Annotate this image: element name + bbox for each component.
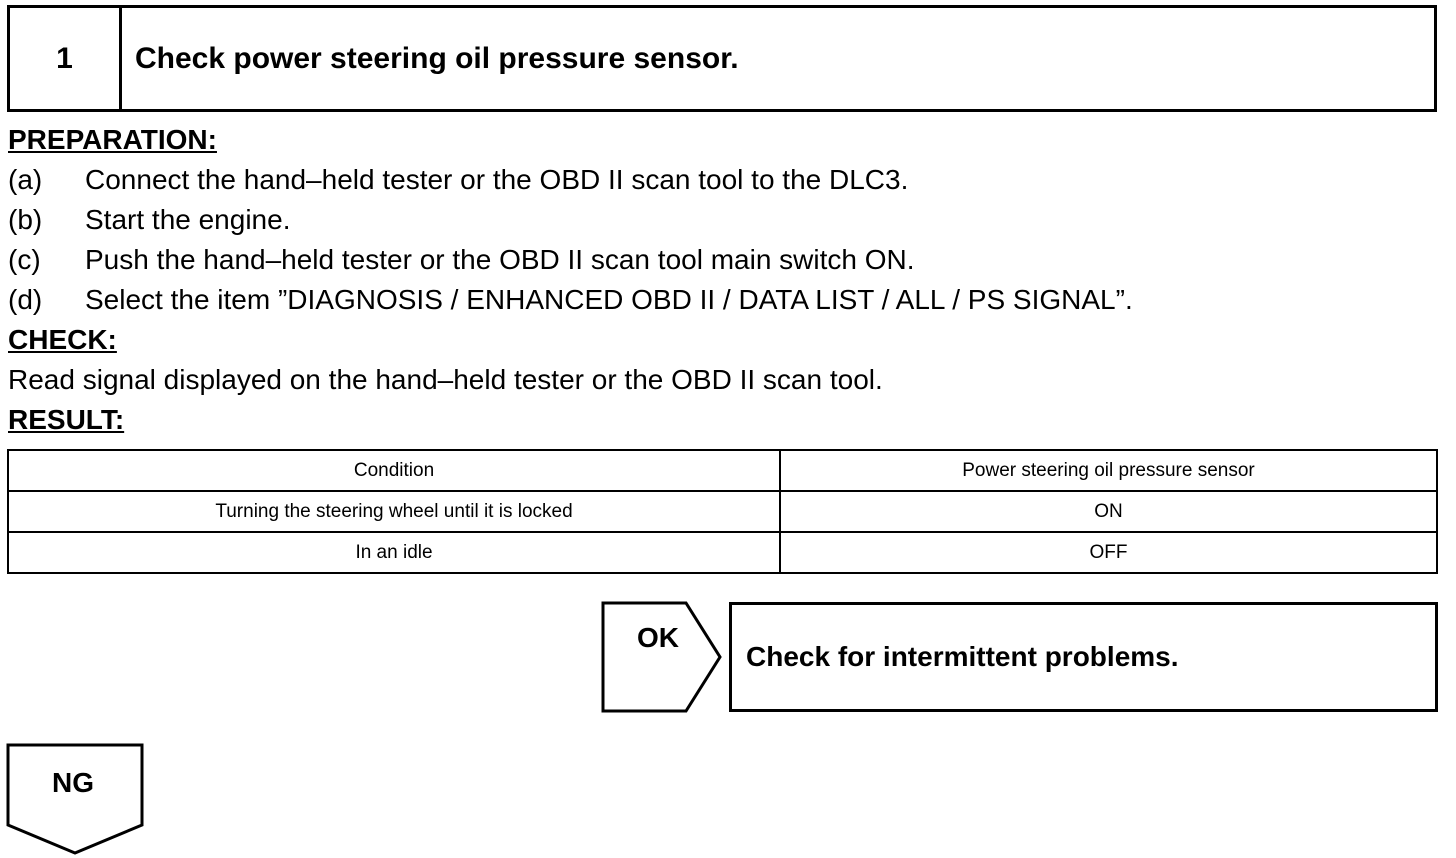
step-number: 1 <box>10 8 122 109</box>
preparation-item <box>8 164 908 196</box>
column-header-sensor: Power steering oil pressure sensor <box>780 450 1437 491</box>
table-header-row <box>8 450 1437 491</box>
ng-label: NG <box>52 767 94 798</box>
table-cell: ON <box>780 491 1437 532</box>
item-text: Connect the hand–held tester or the OBD II scan tool to the DLC3. <box>85 164 909 195</box>
ok-action-box: Check for intermittent problems. <box>729 602 1438 712</box>
item-marker: (d) <box>8 284 43 315</box>
table-row <box>8 532 1437 573</box>
ng-arrow-shape <box>6 743 145 856</box>
table-cell: In an idle <box>8 532 780 573</box>
item-marker: (a) <box>8 164 43 195</box>
table-cell: Turning the steering wheel until it is locked <box>8 491 780 532</box>
result-table <box>7 449 1438 574</box>
item-text: Start the engine. <box>85 204 291 235</box>
ok-label: OK <box>637 622 679 653</box>
preparation-item <box>8 244 915 276</box>
table-row <box>8 491 1437 532</box>
column-header-condition: Condition <box>8 450 780 491</box>
result-heading: RESULT: <box>8 404 125 435</box>
item-marker: (b) <box>8 204 43 235</box>
item-text: Select the item ”DIAGNOSIS / ENHANCED OBD II / DATA LIST / ALL / PS SIGNAL”. <box>85 284 1133 315</box>
check-heading: CHECK: <box>8 324 117 355</box>
step-title: Check power steering oil pressure sensor. <box>135 41 739 75</box>
check-text: Read signal displayed on the hand–held tester or the OBD II scan tool. <box>8 364 883 395</box>
item-marker: (c) <box>8 244 41 275</box>
table-cell: OFF <box>780 532 1437 573</box>
step-header-box <box>7 5 1437 112</box>
preparation-item <box>8 284 1133 316</box>
item-text: Push the hand–held tester or the OBD II scan tool main switch ON. <box>85 244 915 275</box>
preparation-heading: PREPARATION: <box>8 124 217 155</box>
preparation-item <box>8 204 290 236</box>
ok-arrow-shape <box>601 601 725 713</box>
